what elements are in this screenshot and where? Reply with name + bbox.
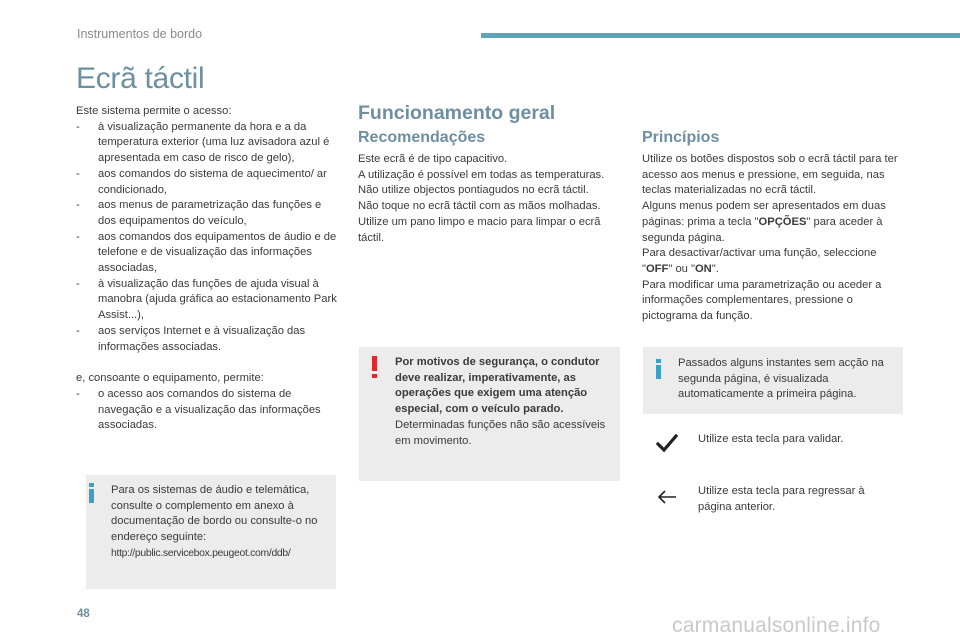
warning-box — [359, 347, 620, 481]
intro-column — [76, 104, 340, 434]
principios-title: Princípios — [642, 129, 720, 146]
recomendacoes-text: Este ecrã é de tipo capacitivo. A utilização é possível em todas as temperaturas. Não utilize objectos pontiagudos no ecrã táctil. Não toque no ecrã táctil com as mãos molhadas. Utilize um pano limpo e macio para limpar o ecrã táctil. — [358, 153, 605, 244]
header-bar — [481, 33, 960, 38]
section-title: Funcionamento geral — [358, 102, 556, 124]
list-item: - aos comandos dos equipamentos de áudio e de telefone e de visualização das informações associadas, — [76, 230, 337, 275]
page-number: 48 — [77, 608, 90, 620]
list-item: - à visualização das funções de ajuda visual à manobra (ajuda gráfica ao estacionamento Park Assist...), — [76, 277, 337, 322]
principios-text: Utilize os botões dispostos sob o ecrã táctil para ter acesso aos menus e pressione, em seguida, nas teclas materializadas no ecrã táctil. Alguns menus podem ser apresentados em duas páginas: prima a tecla "OPÇÕES" para aceder à segunda página. Para desactivar/activar uma função, seleccione "OFF" ou "ON". Para modificar uma parametrização ou aceder a informações complementares, pressione o pictograma da função. — [642, 153, 898, 323]
warning-bold: Por motivos de segurança, o condutor deve realizar, imperativamente, as operações que exigem uma atenção especial, com o veículo parado. — [395, 356, 600, 416]
list-item: - aos comandos do sistema de aquecimento/ ar condicionado, — [76, 167, 327, 196]
chapter-label: Instrumentos de bordo — [77, 27, 203, 41]
info-audio-text: Para os sistemas de áudio e telemática, consulte o complemento em anexo à documentação de bordo ou consulte-o no endereço seguinte: — [111, 484, 318, 544]
back-key-text: Utilize esta tecla para regressar à página anterior. — [698, 485, 865, 513]
list-item: - aos menus de parametrização das funções e dos equipamentos do veículo, — [76, 199, 322, 227]
back-arrow-icon — [656, 484, 678, 506]
page-title: Ecrã táctil — [76, 62, 205, 95]
recomendacoes-title: Recomendações — [358, 129, 486, 146]
list-item: - à visualização permanente da hora e a da temperatura exterior (uma luz avisadora azul é apresentada em caso de risco de gelo), — [76, 120, 330, 165]
info-box-audio — [86, 475, 336, 589]
info-box-pages — [643, 347, 903, 414]
list-item: - o acesso aos comandos do sistema de navegação e a visualização das informações associadas. — [76, 387, 321, 432]
intro-list-2 — [76, 387, 340, 434]
info-pages-text: Passados alguns instantes sem acção na segunda página, é visualizada automaticamente a primeira página. — [678, 357, 884, 401]
warning-text: Determinadas funções não são acessíveis em movimento. — [395, 418, 606, 447]
list-item: - aos serviços Internet e à visualização das informações associadas. — [76, 324, 306, 353]
validate-key-text: Utilize esta tecla para validar. — [698, 433, 844, 445]
check-icon — [656, 432, 678, 454]
intro-lead: Este sistema permite o acesso: — [76, 105, 232, 117]
servicebox-link[interactable]: http://public.servicebox.peugeot.com/ddb/ — [111, 547, 291, 559]
watermark: carmanualsonline.info — [672, 614, 881, 637]
intro-list — [76, 120, 340, 356]
intro-lead-2: e, consoante o equipamento, permite: — [76, 372, 264, 385]
